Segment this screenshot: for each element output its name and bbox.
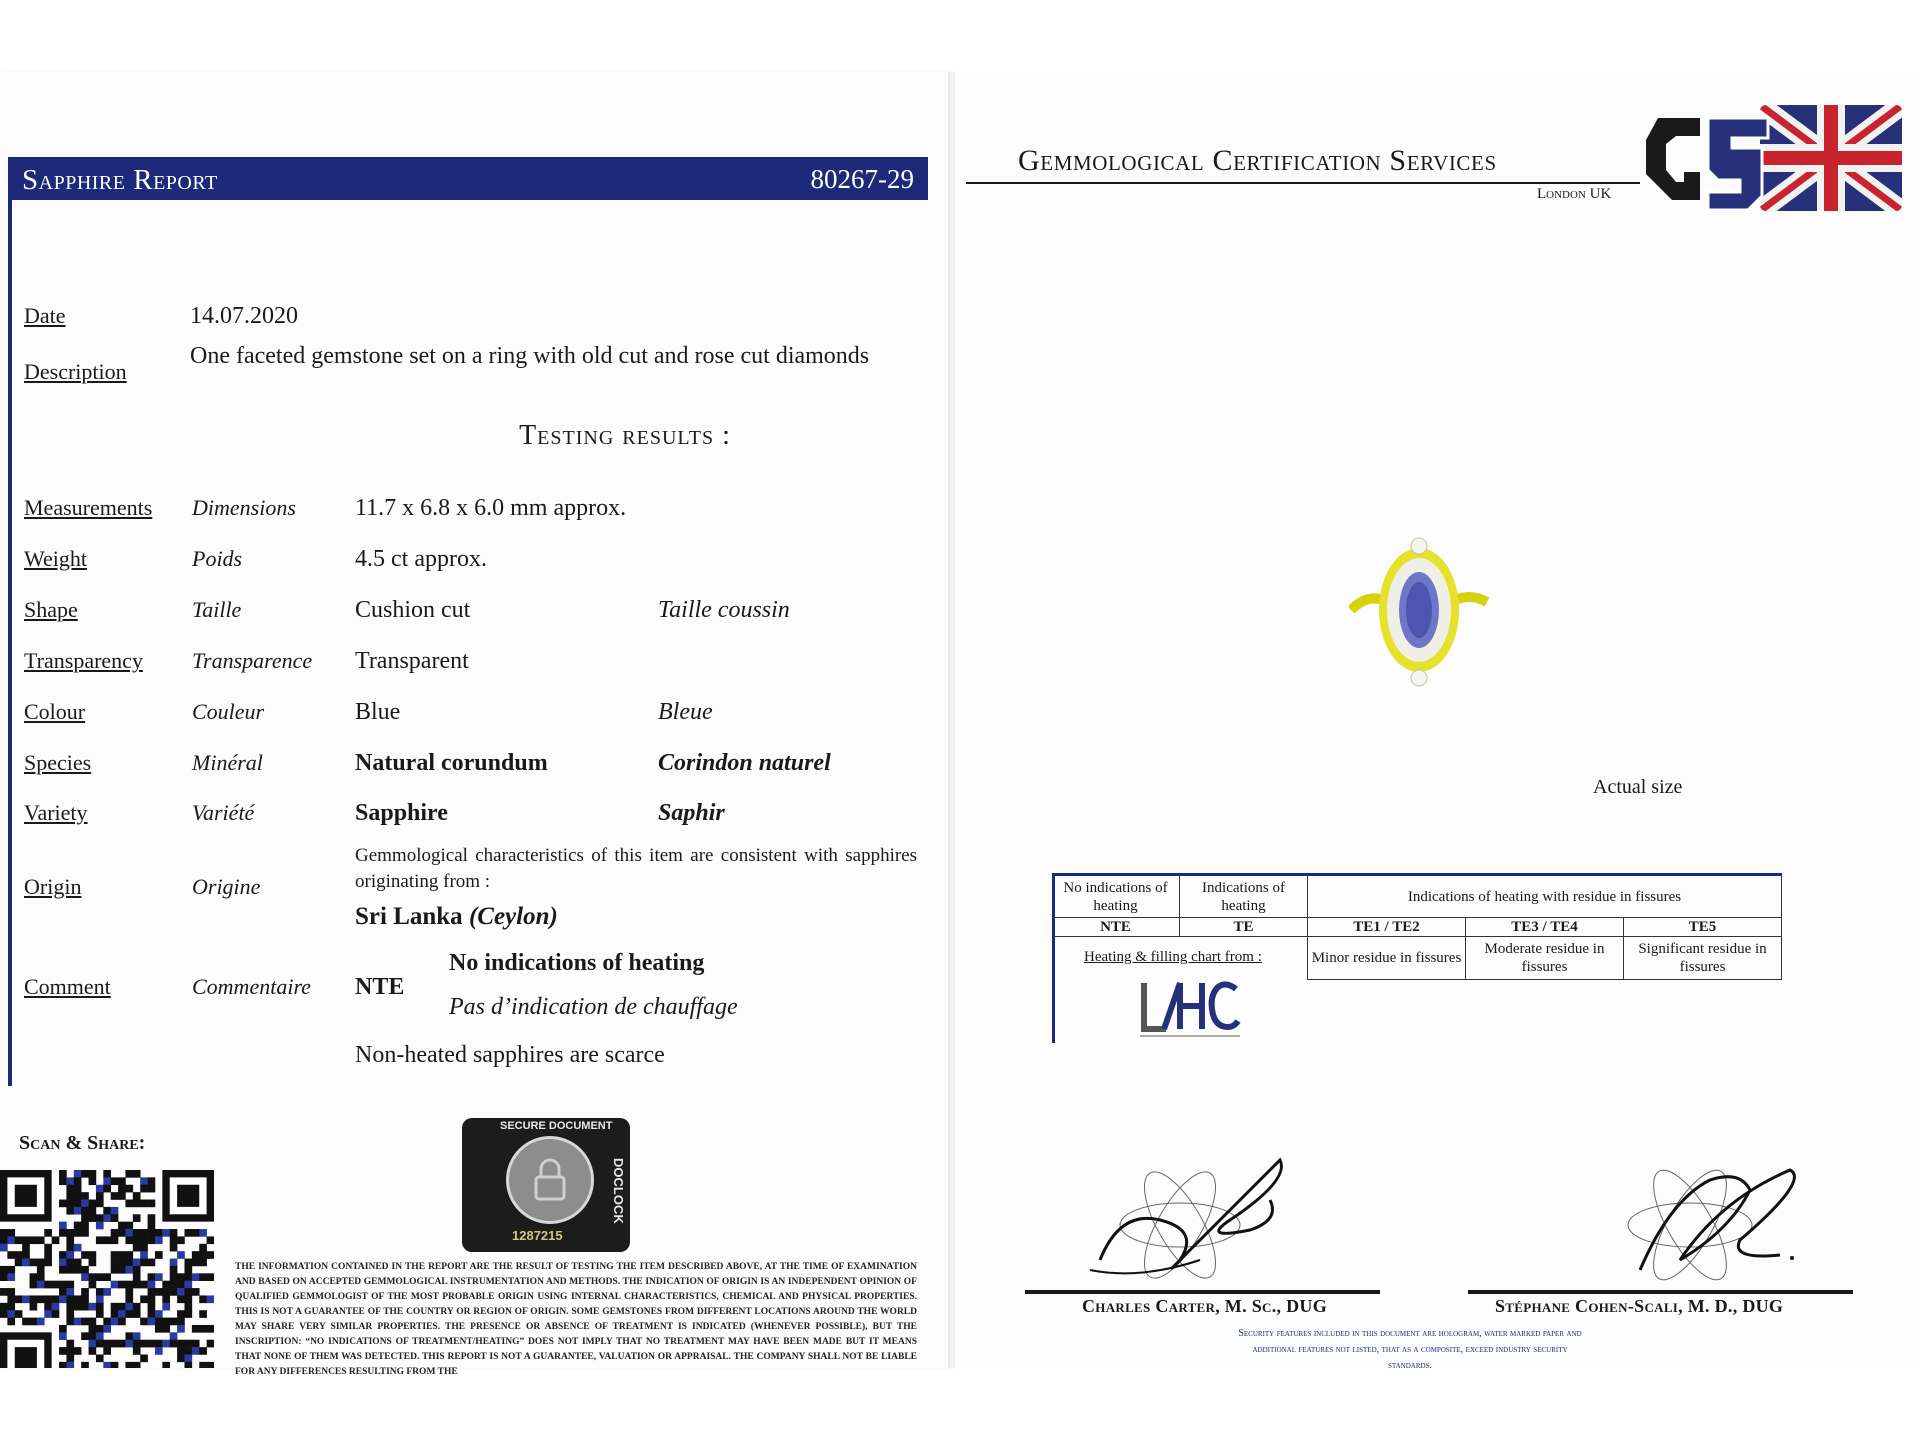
field-label: Colour (24, 699, 86, 724)
padlock-icon (506, 1136, 594, 1224)
field-label-fr: Dimensions (192, 495, 296, 520)
field-label: Weight (24, 546, 87, 571)
heating-col2-header: Indications of heating (1179, 876, 1308, 918)
field-value: Natural corundum (355, 750, 548, 776)
heating-col1-header: No indications of heating (1052, 876, 1180, 918)
field-label: Species (24, 750, 92, 775)
field-value: Transparent (355, 648, 469, 674)
origin-country-alt: (Ceylon) (468, 903, 558, 930)
field-label-fr: Variété (192, 800, 255, 825)
origin-country (355, 903, 558, 931)
gcs-subtitle: London UK (1537, 186, 1612, 202)
heating-sub2-code: TE3 / TE4 (1465, 917, 1624, 937)
comment-code: NTE (355, 974, 405, 1000)
signature-name-carter: Charles Carter, M. Sc., DUG (1082, 1296, 1327, 1316)
comment-label: Comment (24, 974, 111, 999)
ring-photo (1349, 532, 1489, 692)
field-value: Blue (355, 699, 401, 725)
field-label: Variety (24, 800, 88, 825)
field-value-fr: Corindon naturel (658, 750, 831, 776)
date-label: Date (24, 303, 66, 328)
doclock-seal (462, 1118, 630, 1252)
gcs-title: Gemmological Certification Services (1018, 144, 1497, 177)
field-value-fr: Saphir (658, 800, 725, 826)
heating-chart (1052, 873, 1782, 1043)
heating-col1-code: NTE (1052, 917, 1180, 937)
field-value-fr: Taille coussin (658, 597, 790, 623)
field-label: Shape (24, 597, 78, 622)
qr-code[interactable] (0, 1170, 214, 1368)
gcs-logo-icon (1640, 100, 1905, 215)
seal-text-secure: SECURE DOCUMENT (500, 1120, 613, 1132)
heating-col2-code: TE (1179, 917, 1308, 937)
heating-sub3-code: TE5 (1623, 917, 1782, 937)
report-number: 80267-29 (810, 164, 914, 194)
heating-chart-source: Heating & filling chart from : (1084, 949, 1262, 965)
origin-label: Origin (24, 874, 82, 899)
field-label-fr: Transparence (192, 648, 313, 673)
field-label: Transparency (24, 648, 143, 673)
security-note: Security features included in this document are hologram, water marked paper and additional features not listed, that as a composite, exceed industry security standards. (1238, 1328, 1582, 1371)
origin-country-name: Sri Lanka (355, 903, 463, 930)
comment-text-fr: Pas d’indication de chauffage (449, 994, 738, 1020)
seal-number: 1287215 (512, 1228, 563, 1243)
field-label-fr: Taille (192, 597, 242, 622)
origin-text: Gemmological characteristics of this item are consistent with sapphires originating from : (355, 845, 917, 892)
comment-note: Non-heated sapphires are scarce (355, 1042, 665, 1068)
field-value: 11.7 x 6.8 x 6.0 mm approx. (355, 495, 627, 521)
field-value: Cushion cut (355, 597, 471, 623)
heating-sub1-code: TE1 / TE2 (1307, 917, 1466, 937)
field-label-fr: Couleur (192, 699, 265, 724)
description-label: Description (24, 359, 127, 384)
left-accent-rule (8, 200, 12, 1086)
report-title: Sapphire Report (22, 164, 218, 196)
lmhc-logo-icon (1136, 979, 1246, 1043)
origin-label-fr: Origine (192, 874, 261, 899)
field-label: Measurements (24, 495, 153, 520)
signature-cohen-scali-icon (1580, 1140, 1830, 1290)
signature-rule-carter (1025, 1290, 1380, 1294)
heating-sub1-desc: Minor residue in fissures (1307, 936, 1466, 980)
date-value: 14.07.2020 (190, 303, 298, 329)
signature-carter-icon (1080, 1140, 1330, 1290)
testing-results-heading: Testing results : (519, 420, 731, 451)
description-value: One faceted gemstone set on a ring with old cut and rose cut diamonds (190, 343, 870, 369)
field-value-fr: Bleue (658, 699, 713, 725)
heating-sub3-desc: Significant residue in fissures (1623, 936, 1782, 980)
comment-label-fr: Commentaire (192, 974, 311, 999)
field-value: Sapphire (355, 800, 448, 826)
gcs-title-rule (966, 182, 1640, 184)
report-header (8, 157, 928, 200)
scan-share-label: Scan & Share: (19, 1132, 146, 1154)
heating-col3-header: Indications of heating with residue in fissures (1307, 876, 1782, 918)
field-value: 4.5 ct approx. (355, 546, 487, 572)
heating-sub2-desc: Moderate residue in fissures (1465, 936, 1624, 980)
signature-name-cohen-scali: Stéphane Cohen-Scali, M. D., DUG (1495, 1296, 1784, 1316)
actual-size-label: Actual size (1593, 776, 1683, 798)
field-label-fr: Poids (192, 546, 243, 571)
seal-text-doclock: DOCLOCK (611, 1158, 626, 1224)
disclaimer-text: THE INFORMATION CONTAINED IN THE REPORT ARE THE RESULT OF TESTING THE ITEM DESCRIBED ABOVE, AT THE TIME OF EXAMINATION AND BASED ON ACCEPTED GEMMOLOGICAL INSTRUMENTATION AND METHODS. THE INDICATION OF ORIGIN IS AN INDEPENDENT OPINION OF QUALIFIED GEMMOLOGIST OF THE MOST PROBABLE ORIGIN USING INTERNAL CHARACTERISTICS, CHEMICAL AND PHYSICAL PROPERTIES. THIS IS NOT A GUARANTEE OF THE COUNTRY OR REGION OF ORIGIN. SOME GEMSTONES FROM DIFFERENT LOCATIONS AROUND THE WORLD MAY SHARE VERY SIMILAR PROPERTIES. THE PRESENCE OR ABSENCE OF TREATMENT IS INDICATED (WHENEVER POSSIBLE), BUT THE INSCRIPTION: “NO INDICATIONS OF TREATMENT/HEATING” DOES NOT IMPLY THAT NO TREATMENT MAY HAVE BEEN MADE BUT IT MEANS THAT NONE OF THEM WAS DETECTED. THIS REPORT IS NOT A GUARANTEE, VALUATION OR APPRAISAL. THE COMPANY SHALL NOT BE LIABLE FOR ANY DIFFERENCES RESULTING FROM THE (235, 1262, 917, 1377)
field-label-fr: Minéral (192, 750, 263, 775)
signature-rule-cohen-scali (1468, 1290, 1853, 1294)
comment-text-en: No indications of heating (449, 950, 705, 976)
